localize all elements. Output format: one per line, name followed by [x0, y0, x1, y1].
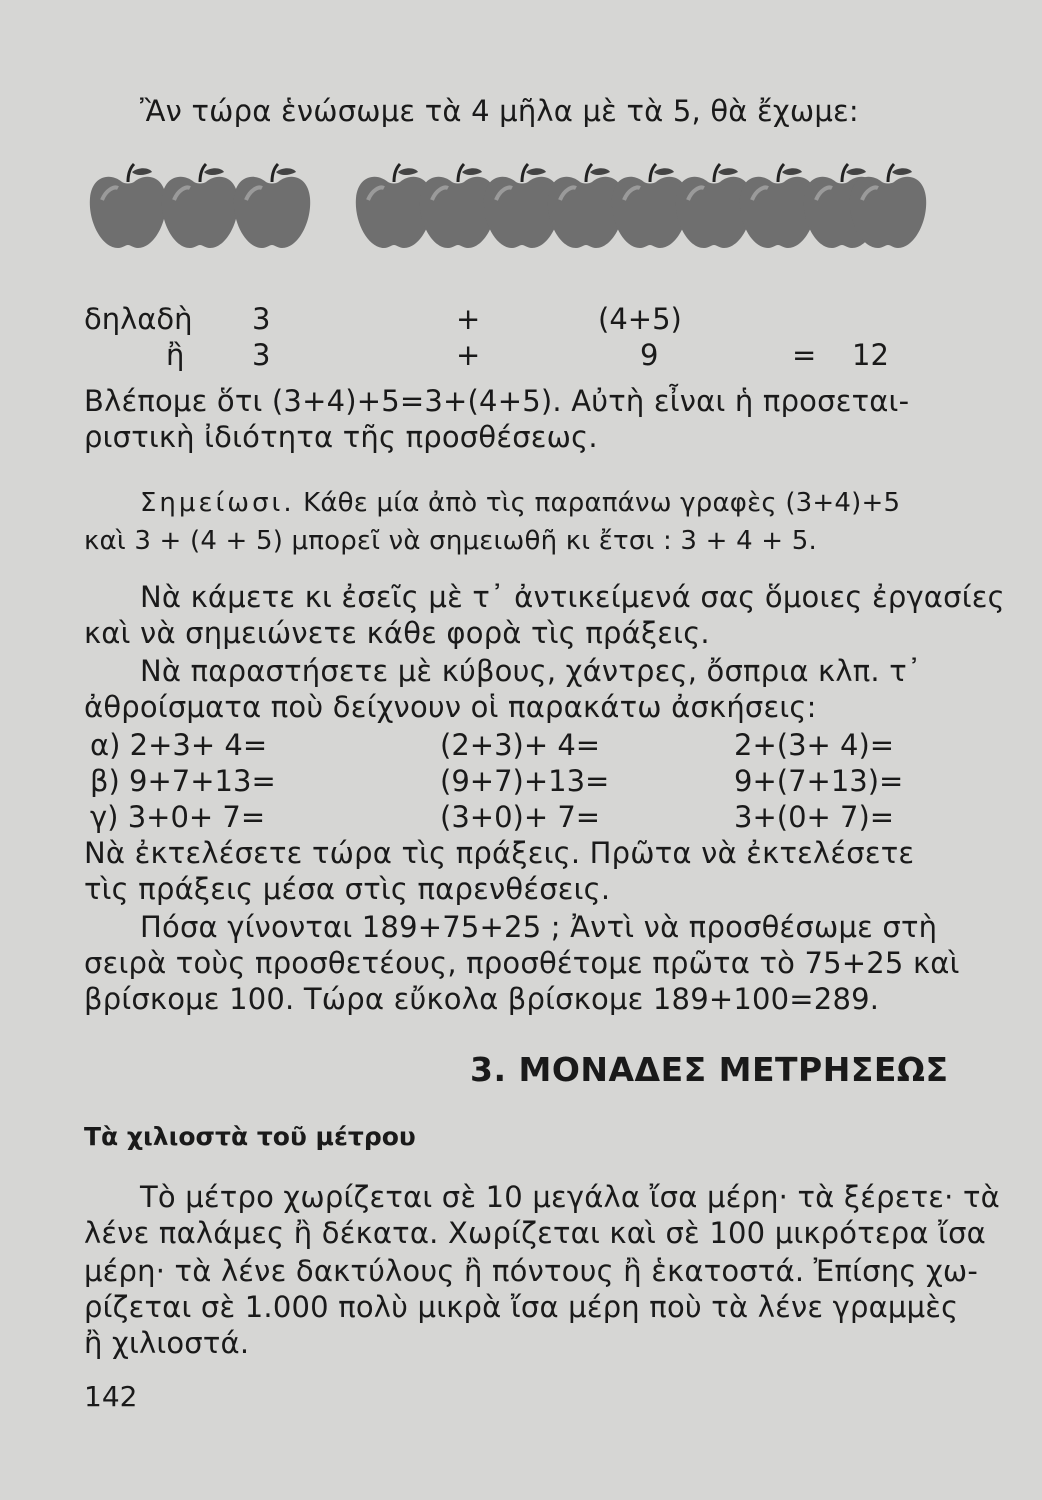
- exercise-cell: β) 9+7+13=: [90, 764, 276, 798]
- paragraph-line: ρίζεται σὲ 1.000 πολὺ μικρὰ ἴσα μέρη ποὺ τὰ λένε γραμμὲς: [84, 1290, 959, 1324]
- apple-icon: [90, 164, 166, 248]
- exercise-cell: (3+0)+ 7=: [440, 800, 601, 834]
- section-title: 3. ΜΟΝΑΔΕΣ ΜΕΤΡΗΣΕΩΣ: [470, 1050, 949, 1089]
- sum-operator: +: [456, 338, 481, 372]
- sum-label: δηλαδὴ: [84, 302, 193, 336]
- paragraph-line: λένε παλάμες ἢ δέκατα. Χωρίζεται καὶ σὲ 100 μικρότερα ἴσα: [84, 1216, 986, 1250]
- sum-term-a: 3: [252, 302, 271, 336]
- sum-term-a: 3: [252, 338, 271, 372]
- paragraph-line: Πόσα γίνονται 189+75+25 ; Ἀντὶ νὰ προσθέσωμε στὴ: [140, 910, 938, 944]
- paragraph-line: ἀθροίσματα ποὺ δείχνουν οἱ παρακάτω ἀσκήσεις:: [84, 690, 817, 724]
- sum-term-b: 9: [640, 338, 659, 372]
- paragraph-line: μέρη· τὰ λένε δακτύλους ἢ πόντους ἢ ἑκατοστά. Ἐπίσης χω-: [84, 1254, 979, 1288]
- apple-icon: [850, 164, 926, 248]
- paragraph-line: τὶς πράξεις μέσα στὶς παρενθέσεις.: [84, 872, 611, 906]
- paragraph-line: Νὰ παραστήσετε μὲ κύβους, χάντρες, ὄσπρια κλπ. τ᾽: [140, 654, 922, 688]
- note-label: Σημείωσι.: [140, 488, 295, 518]
- subsection-title: Τὰ χιλιοστὰ τοῦ μέτρου: [84, 1122, 416, 1151]
- exercise-cell: 2+(3+ 4)=: [734, 728, 895, 762]
- exercise-cell: (9+7)+13=: [440, 764, 610, 798]
- paragraph-line: βρίσκομε 100. Τώρα εὔκολα βρίσκομε 189+100=289.: [84, 982, 880, 1016]
- page-number: 142: [84, 1380, 138, 1413]
- paragraph-line: καὶ νὰ σημειώνετε κάθε φορὰ τὶς πράξεις.: [84, 616, 710, 650]
- paragraph-line: ἢ χιλιοστά.: [84, 1326, 250, 1360]
- note-line: [140, 488, 900, 518]
- note-text: Κάθε μία ἀπὸ τὶς παραπάνω γραφὲς (3+4)+5: [303, 488, 901, 518]
- exercise-cell: γ) 3+0+ 7=: [90, 800, 266, 834]
- exercise-cell: α) 2+3+ 4=: [90, 728, 268, 762]
- exercise-cell: 3+(0+ 7)=: [734, 800, 895, 834]
- sum-result: 12: [852, 338, 889, 372]
- paragraph-line: Τὸ μέτρο χωρίζεται σὲ 10 μεγάλα ἴσα μέρη· τὰ ξέρετε· τὰ: [140, 1180, 1000, 1214]
- sum-equals: =: [792, 338, 817, 372]
- apple-icon: [234, 164, 310, 248]
- paragraph-line: Βλέπομε ὅτι (3+4)+5=3+(4+5). Αὐτὴ εἶναι ἡ προσεται-: [84, 384, 910, 418]
- paragraph-line: Νὰ κάμετε κι ἐσεῖς μὲ τ᾽ ἀντικείμενά σας ὅμοιες ἐργασίες: [140, 580, 1005, 614]
- sum-label: ἢ: [166, 338, 185, 372]
- note-line: καὶ 3 + (4 + 5) μπορεῖ νὰ σημειωθῆ κι ἔτσι : 3 + 4 + 5.: [84, 526, 817, 556]
- apples-illustration: [88, 160, 928, 250]
- exercise-cell: 9+(7+13)=: [734, 764, 904, 798]
- paragraph-line: σειρὰ τοὺς προσθετέους, προσθέτομε πρῶτα τὸ 75+25 καὶ: [84, 946, 960, 980]
- paragraph-line: ριστικὴ ἰδιότητα τῆς προσθέσεως.: [84, 420, 598, 454]
- sum-operator: +: [456, 302, 481, 336]
- apple-icon: [162, 164, 238, 248]
- paragraph-line: Νὰ ἐκτελέσετε τώρα τὶς πράξεις. Πρῶτα νὰ ἐκτελέσετε: [84, 836, 915, 870]
- intro-line: Ἂν τώρα ἑνώσωμε τὰ 4 μῆλα μὲ τὰ 5, θὰ ἔχωμε:: [140, 94, 859, 128]
- exercise-cell: (2+3)+ 4=: [440, 728, 601, 762]
- sum-term-b: (4+5): [598, 302, 682, 336]
